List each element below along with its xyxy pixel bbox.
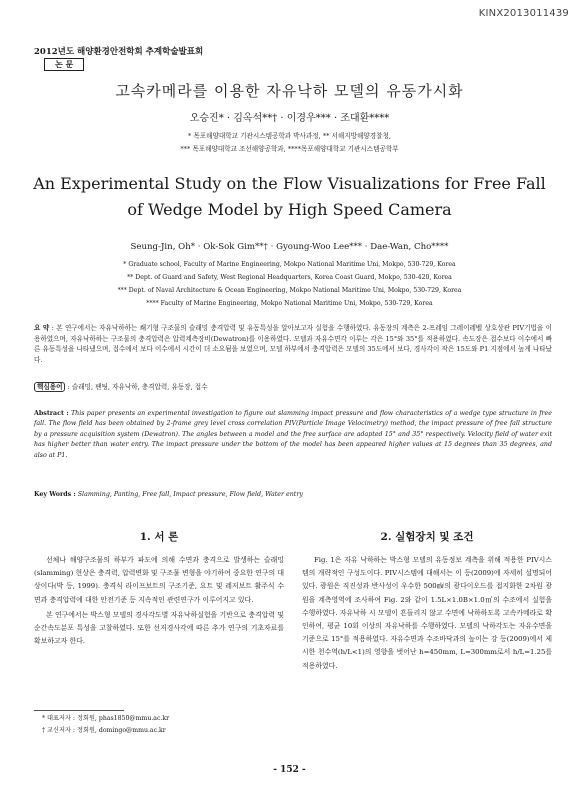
affiliation-english-4: **** Faculty of Marine Engineering, Mokpo National Maritime Uni, Mokpo, 530-729, Korea xyxy=(146,300,433,307)
section-1-paragraph-2: 본 연구에서는 박스형 모델의 경사각도별 자유낙하실험을 기반으로 충격압력 및 순간속도분포 특성을 고찰하였다. 또한 선저경사각에 따른 추가 연구의 기초자료를 확보하고자 한다. xyxy=(34,610,284,646)
section-2-paragraph-1: Fig. 1은 자유 낙하하는 박스형 모델의 유동정보 계측을 위해 적용한 PIV시스템의 개략적인 구성도이다. PIV시스템에 대해서는 이 등(2009)에 자세히 설명되어있다. 광원은 직진성과 반사성이 우수한 500㎽의 광다이오드를 접지화한 2차원 광원을 계측영역에 조사하여 Fig. 2와 같이 1.5L×1.0B×1.0㎡의 수조에서 실험을 수행하였다. 자유낙하 시 모델이 흔들리지 않고 수면에 낙하하도록 고속카메라로 확인하여, 평균 10회 이상의 자유낙하를 수행하였다. 모델의 낙하각도는 자유수면을 기준으로 15°를 적용하였다. 자유수면과 수조바닥과의 높이는 강 등(2009)에서 제시한 천수역(h/L<1)의 영향을 벗어난 h=450mm, L=300mm로서 h/L=1.25를 적용하였다. xyxy=(302,556,552,670)
section-1-paragraph-1: 선체나 해양구조물의 하부가 파도에 의해 수면과 충격으로 발생하는 슬래밍(slamming) 현상은 충격력, 압력변화 및 구조물 변형을 야기하여 중요한 연구의 대상이다(박 등, 1999). 충격식 라이프보트의 구조기준, 요트 및 레저보트 활주식 수면과 충격압력에 대한 안전기준 등 지속적인 관련연구가 이루어지고 있다. xyxy=(34,556,284,604)
abstract-english-label: Abstract : xyxy=(34,410,69,417)
section-2-body xyxy=(302,554,552,673)
abstract-english xyxy=(34,409,552,461)
affiliation-korean-2: *** 목포해양대학교 조선해양공학과, ****목포해양대학교 기관시스템공학부 xyxy=(180,145,399,153)
footnote-1: * 대표저자 : 정회원, phas1850@mmu.ac.kr xyxy=(42,715,170,722)
affiliation-english-2: ** Dept. of Guard and Safety, West Regional Headquarters, Korea Coast Guard, Mokpo, 530-420, Korea xyxy=(127,274,452,281)
authors-english: Seung-Jin, Oh* · Ok-Sok Gim**† · Gyoung-Woo Lee*** · Dae-Wan, Cho**** xyxy=(130,242,449,252)
title-korean: 고속카메라를 이용한 자유낙하 모델의 유동가시화 xyxy=(115,82,464,100)
section-1-heading: 1. 서 론 xyxy=(139,531,179,543)
section-2-heading: 2. 실험장치 및 조건 xyxy=(380,531,474,543)
section-1-body xyxy=(34,554,284,648)
keywords-korean xyxy=(34,381,208,391)
abstract-korean-label: 요 약 xyxy=(34,324,50,332)
page-number: - 152 - xyxy=(273,765,306,775)
keywords-english-label: Key Words : xyxy=(34,491,76,498)
kinx-id: KINX2013011439 xyxy=(478,8,569,19)
footnote-rule xyxy=(34,710,124,711)
affiliation-korean-1: * 목포해양대학교 기관시스템공학과 박사과정, ** 서해지방해양경찰청, xyxy=(188,132,391,140)
affiliation-english-1: * Graduate school, Faculty of Marine Engineering, Mokpo National Maritime Uni, Mokpo, 530-729, Korea xyxy=(123,261,456,268)
paper-type-tag: 논 문 xyxy=(44,58,84,71)
abstract-korean-text: : 본 연구에서는 자유낙하하는 쐐기형 구조물의 슬래밍 충격압력 및 유동특성을 알아보고자 실험을 수행하였다. 유동장의 계측은 2-프레임 그레이레벨 상호상관 PIV기법을 이용하였으며, 자유낙하하는 구조물의 충격압력은 압력계측장비(Dewatron)를 이용하였다. 모델과 자유수면각 이루는 각은 15°와 35°를 적용하였다. 속도장은 접수보다 이수에서 빠른 유동특성을 나타냈으며, 접수에서 보다 이수에서 시간이 더 소요됨을 보였으며, 모델 하부에서 충격압력은 모델의 35도에서 보다, 경사각이 작은 15도와 P1 지점에서 높게 나타났다. xyxy=(34,324,552,364)
keywords-english-text: Slamming, Panting, Free fall, Impact pressure, Flow field, Water entry xyxy=(75,491,303,498)
keywords-english xyxy=(34,491,303,498)
conference-name: 2012년도 해양환경안전학회 추계학술발표회 xyxy=(34,47,204,57)
title-english: An Experimental Study on the Flow Visualizations for Free Fall of Wedge Model by High Speed Camera xyxy=(33,174,546,219)
abstract-korean xyxy=(34,323,552,365)
footnote-2: † 교신저자 : 정회원, domingo@mmu.ac.kr xyxy=(42,727,166,734)
affiliation-english-3: *** Dept. of Naval Architecture & Ocean Engineering, Mokpo National Maritime Uni, Mokpo, 530-729, Korea xyxy=(117,287,462,294)
authors-korean: 오승진* · 김옥석**† · 이경우*** · 조대환**** xyxy=(189,113,390,124)
keywords-korean-label: 핵심용어 xyxy=(34,382,65,392)
abstract-english-text: This paper presents an experimental investigation to figure out slamming impact pressure and flow characteristics of a wedge type structure in free fall. The flow field has been obtained by 2-frame grey level cross correlation PIV(Particle Image Velocimetry) method, the impact pressure of free fall structure by a pressure acquisition system (Dewatron). The angles between a model and the free surface are adapted 15° and 35° respectively. Velocity field of water exit has higher better than water entry. The impact pressure under the bottom of the model has been appeared higher values at 15 degrees than 35 degrees, and also at P1. xyxy=(34,410,553,459)
keywords-korean-text: : 슬래밍, 팬팅, 자유낙하, 충격압력, 유동장, 접수 xyxy=(65,383,208,391)
